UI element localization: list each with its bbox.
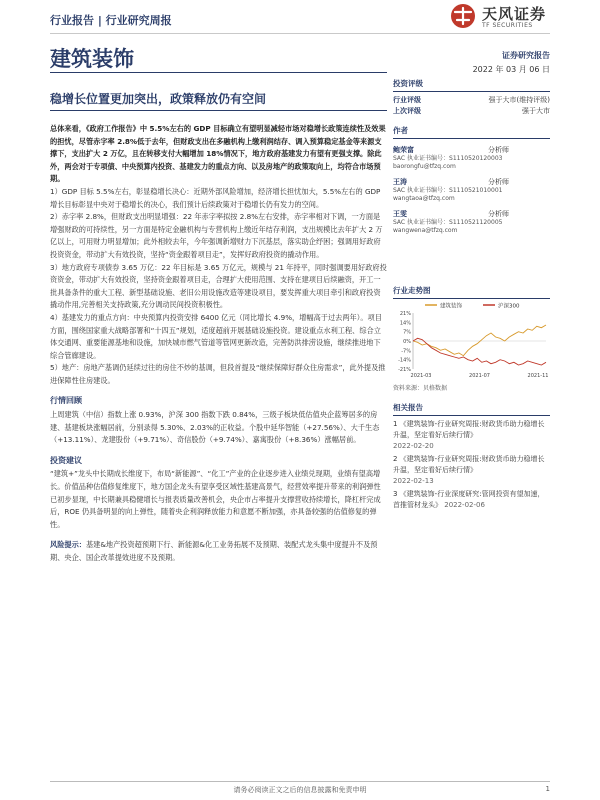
footer xyxy=(50,785,550,795)
page-number: 1 xyxy=(545,785,550,793)
risk-warning xyxy=(50,539,387,564)
y-tick-label: 7% xyxy=(403,329,411,336)
legend-label: 沪深300 xyxy=(498,303,520,310)
analyst-email[interactable]: wangwena@tfzq.com xyxy=(393,227,458,234)
investment-heading: 投资建议 xyxy=(50,455,82,465)
summary-paragraph: 3）地方政府专项债券 3.65 万亿：22 年目标是 3.65 万亿元，规模与 21 年持平，同时强调要用好政府投资资金，带动扩大有效投资，坚持资金跟着项目走，合理扩大使用范围、支持在建项目后续融资，开工一批具备条件的重大工程、新型基础设施、老旧公用设施改造等建设项目，要发挥重大项目牵引和政府投资撬动作用,完善相关支持政策,充分调动民间投资积极性。 xyxy=(50,262,387,310)
analyst-name: 王雯 xyxy=(393,210,407,218)
investment-text: “建筑+”龙头中长期成长维度下，布局“新能源”、“化工”产业的企业逐步进入业绩兑现期，业绩有望高增长。价值品种估值修复维度下，地方国企龙头有望享受区域性基建高景气，经营效率提升带来的利润弹性已初步显现，中长期兼具稳健增长与报表质量改善机会，央企市占率提升支撑营收持续增长，降杠杆完成后，ROE 仍具备明显的向上弹性，随着央企利润释放能力和意愿不断加强，亦具备较强的估值修复的弹性。 xyxy=(50,469,381,529)
y-tick-label: -7% xyxy=(401,348,411,355)
summary-paragraph: 5）地产：房地产基调仍延续过往的房住不炒的基调，但段首提及“继续保障好群众住房需求”，此外提及推进保障性住房建设。 xyxy=(50,363,386,385)
related-heading: 相关报告 xyxy=(393,402,550,416)
report-subtitle: 稳增长位置更加突出，政策释放仍有空间 xyxy=(50,92,267,106)
y-tick-label: -14% xyxy=(398,357,411,364)
chart-source: 资料来源：贝格数据 xyxy=(393,385,448,392)
analyst-card xyxy=(393,177,550,203)
report-category: 行业报告 | 行业研究周报 xyxy=(50,14,172,27)
footer-disclaimer: 请务必阅读正文之后的信息披露和免责申明 xyxy=(233,786,367,794)
related-report-item[interactable]: 3 《建筑装饰-行业深度研究:管网投资有望加速，首推管材龙头》 2022-02-06 xyxy=(393,490,545,509)
analyst-cert: SAC 执业证书编号：S1110521010001 xyxy=(393,187,503,194)
logo-text-cn: 天风证券 xyxy=(482,5,547,23)
related-report-item[interactable]: 2 《建筑装饰-行业研究周报:财政货币助力稳增长升温，坚定看好后续行情》 2022-02-13 xyxy=(393,455,545,485)
rating-row: 上次评级 强于大市 xyxy=(393,107,550,115)
footer-divider xyxy=(50,781,550,782)
page-title: 建筑装饰 xyxy=(50,47,134,71)
summary-paragraph: 1）GDP 目标 5.5%左右，彰显稳增长决心：近期外部风险增加，经济增长担忧加大，5.5%左右的 GDP 增长目标彰显中央对于稳增长的决心，我们预计后续政策对于稳增长仍有发力的空间。 xyxy=(50,186,381,209)
summary-paragraph: 4）基建发力的重点方向：中央预算内投资安排 6400 亿元（同比增长 4.9%，增幅高于过去两年）。项目方面，围绕国家重大战略部署和“十四五”规划，适度超前开展基础设施投资。建设重点水利工程、综合立体交通网、重要能源基地和设施，加快城市燃气管道等管网更新改造，完善防洪排涝设施，继续推进地下综合管廊建设。 xyxy=(50,312,382,360)
analyst-cert: SAC 执业证书编号：S1110520120003 xyxy=(393,155,503,162)
main-content xyxy=(50,123,387,565)
rating-row: 行业评级 强于大市(维持评级) xyxy=(393,96,550,104)
analyst-heading: 作者 xyxy=(393,125,550,139)
analyst-card xyxy=(393,145,550,171)
series-line xyxy=(413,338,546,365)
summary-paragraph: 总体来看，《政府工作报告》中 5.5%左右的 GDP 目标确立有望明显减轻市场对稳增长政策连续性及效果的担忧，尽管赤字率 2.8%低于去年，但财政支出在多融机构上缴利润结存、调入预算稳定基金等来源支撑下，支出扩大 2 万亿，且在转移支付大幅增加 18%情况下，地方政府基建发力有望有更强支撑。除此外，两会对于专项债、中央预算内投资、基建发力的重点方向、以及房地产的政策取向上，均符合市场预期。 xyxy=(50,124,386,184)
logo-icon xyxy=(448,2,478,30)
series-line xyxy=(413,325,546,356)
analyst-role: 分析师 xyxy=(488,178,509,186)
logo-text-en: TF SECURITIES xyxy=(482,22,533,29)
y-tick-label: 0% xyxy=(403,339,411,345)
analyst-email[interactable]: baorongfu@tfzq.com xyxy=(393,163,456,170)
chart-title: 行业走势图 xyxy=(393,285,550,299)
report-type: 证券研究报告 xyxy=(502,51,550,60)
market-review-text: 上周建筑（中信）指数上涨 0.93%，沪深 300 指数下跌 0.84%，三级子板块低估值央企蓝筹居多的房建、基建板块涨幅居前，分别录得 5.30%、2.03%的正收益。个股中延华智能（+27.56%）、大千生态（+13.11%）、龙建股份（+9.71%）、奇信股份（+9.74%）、嘉寓股份（+8.36%）涨幅居前。 xyxy=(50,410,380,445)
analyst-email[interactable]: wangtaoa@tfzq.com xyxy=(393,195,455,202)
report-date: 2022 年 03 月 06 日 xyxy=(472,65,550,74)
analyst-role: 分析师 xyxy=(488,146,509,154)
related-reports xyxy=(393,402,550,513)
subtitle-divider xyxy=(50,110,387,111)
x-tick-label: 2021-07 xyxy=(469,373,490,379)
risk-text: 基建&地产投资超预期下行、新能源&化工业务拓展不及预期、装配式龙头集中度提升不及预期、央企、国企改革提效进度不及预期。 xyxy=(50,540,378,562)
sidebar xyxy=(393,78,550,235)
y-tick-label: 14% xyxy=(399,320,411,327)
y-tick-label: 21% xyxy=(399,311,411,317)
x-tick-label: 2021-03 xyxy=(410,373,432,379)
analyst-name: 王涛 xyxy=(393,178,407,186)
chart-canvas xyxy=(393,299,550,379)
x-tick-label: 2021-11 xyxy=(527,373,549,379)
header-divider xyxy=(50,33,550,34)
legend-label: 建筑装饰 xyxy=(440,303,463,310)
title-divider xyxy=(50,72,387,73)
risk-label: 风险提示： xyxy=(50,540,86,550)
rating-heading: 投资评级 xyxy=(393,78,550,92)
analyst-card xyxy=(393,209,550,235)
analyst-cert: SAC 执业证书编号：S1110521120005 xyxy=(393,219,503,226)
related-report-item[interactable]: 1 《建筑装饰-行业研究周报:财政货币助力稳增长升温，坚定看好后续行情》 2022-02-20 xyxy=(393,420,545,450)
analyst-name: 鲍荣富 xyxy=(393,146,414,154)
analyst-role: 分析师 xyxy=(488,210,509,218)
tf-securities-logo xyxy=(448,2,553,32)
summary-paragraph: 2）赤字率 2.8%，但财政支出明显增强：22 年赤字率拟按 2.8%左右安排，赤字率相对下调，一方面是增强财政的可持续性，另一方面是特定金融机构与专营机构上缴近年结存利润，支出规模比去年扩大 2 万亿以上，可用财力明显增加；此外相较去年，今年强调新增财力下沉基层，落实助企纾困；强调用好政府投资资金，带动扩大有效投资，坚持“资金跟着项目走”，发挥好政府投资的撬动作用。 xyxy=(50,212,383,259)
market-review-heading: 行情回顾 xyxy=(50,396,82,406)
y-tick-label: -21% xyxy=(398,367,411,373)
